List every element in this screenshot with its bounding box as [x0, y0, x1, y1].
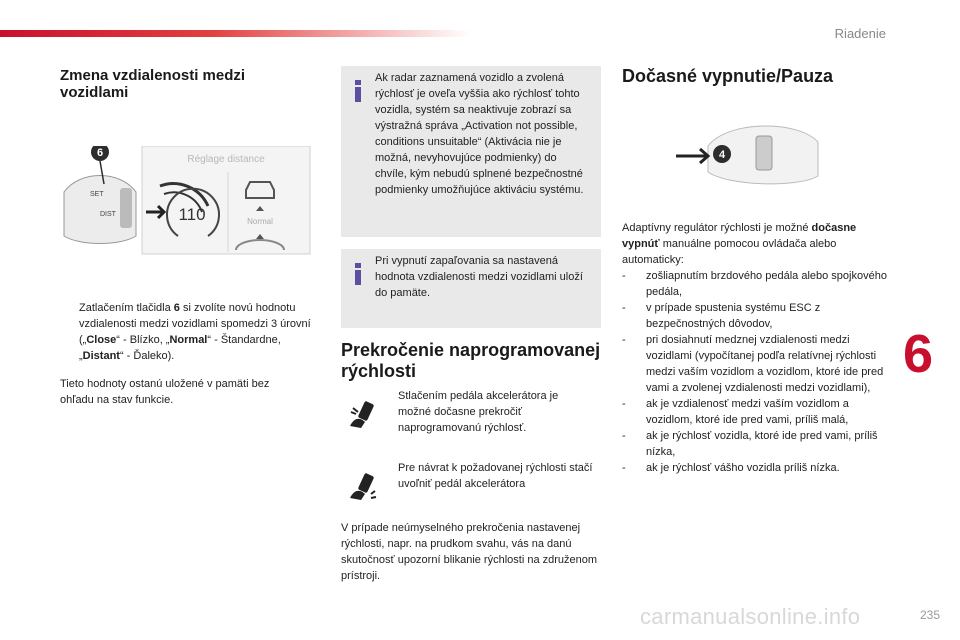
left-note: Tieto hodnoty ostanú uložené v pamäti bez ohľadu na stav funkcie. — [60, 378, 270, 406]
info-box-memory — [341, 249, 601, 328]
info-icon — [353, 263, 363, 285]
speed-readout: 110 — [178, 205, 206, 224]
pause-conditions-list — [622, 268, 890, 476]
middle-note: V prípade neúmyselného prekročenia nastavenej rýchlosti, napr. na prudkom svahu, vás na danú skutočnosť upozorní blikanie rýchlosti na združenom prístroji. — [341, 522, 598, 582]
distance-setting-illustration — [60, 146, 312, 256]
info-text-activation: Ak radar zaznamená vozidlo a zvolená rýchlosť je oveľa vyššia ako rýchlosť tohto vozidla, systém sa neaktivuje zobrazí sa výstražná správa „Activation not possible, conditions unsuitable“ (Aktivácia nie je možná, nevyhovujúce podmienky) do chvíle, kým nebudú splnené bezpečnostné podmienky umožňujúce aktiváciu systému. — [375, 72, 584, 196]
left-section-title: Zmena vzdialenosti medzi vozidlami — [60, 67, 246, 101]
pause-stalk-illustration — [668, 116, 858, 188]
left-instruction: Zatlačením tlačidla 6 si zvolíte novú hodnotu vzdialenosti medzi vozidlami spomedzi 3 úrovní („Close“ - Blízko, „Normal“ - Štandardne, „Distant“ - Ďaleko). — [79, 302, 311, 362]
list-item: - pri dosiahnutí medznej vzdialenosti medzi vozidlami (vypočítanej podľa relatívnej rýchlosti medzi vaším vozidlom a vozidlom, ktoré ide pred vami a zvolenej vzdialenosti medzi vozidlami), — [622, 334, 884, 394]
screen-title: Réglage distance — [187, 154, 265, 165]
watermark: carmanualsonline.info — [640, 604, 861, 629]
accelerator-pressed-icon — [347, 400, 377, 430]
release-text: Pre návrat k požadovanej rýchlosti stačí uvoľniť pedál akcelerátora — [398, 462, 593, 490]
right-intro: Adaptívny regulátor rýchlosti je možné dočasne vypnúť manuálne pomocou ovládača alebo automaticky: — [622, 222, 857, 266]
list-item: - v prípade spustenia systému ESC z bezpečnostných dôvodov, — [622, 302, 821, 330]
mode-label: Normal — [247, 217, 273, 226]
info-text-memory: Pri vypnutí zapaľovania sa nastavená hodnota vzdialenosti medzi vozidlami uloží do pamäte. — [375, 255, 583, 299]
stalk-label-dist: DIST — [100, 211, 116, 218]
section-title: Riadenie — [834, 26, 886, 41]
header-color-bar — [0, 30, 470, 37]
press-text: Stlačením pedála akcelerátora je možné dočasne prekročiť naprogramovanú rýchlosť. — [398, 390, 559, 434]
info-icon — [353, 80, 363, 102]
list-item: - ak je rýchlosť vášho vozidla príliš nízka. — [622, 462, 840, 474]
right-section-title: Dočasné vypnutie/Pauza — [622, 66, 834, 86]
stalk-label-set: SET — [90, 191, 104, 198]
accelerator-released-icon — [347, 472, 377, 502]
chapter-number: 6 — [903, 324, 934, 384]
list-item: - zošliapnutím brzdového pedála alebo spojkového pedála, — [622, 270, 887, 298]
list-item: - ak je rýchlosť vozidla, ktoré ide pred vami, príliš nízka, — [622, 430, 878, 458]
info-box-activation — [341, 66, 601, 237]
page-number: 235 — [919, 608, 940, 622]
callout-6: 6 — [96, 147, 104, 159]
middle-section-title: Prekročenie naprogramovanej rýchlosti — [341, 340, 601, 381]
callout-4: 4 — [718, 149, 726, 161]
list-item: - ak je vzdialenosť medzi vaším vozidlom a vozidlom, ktoré ide pred vami, príliš malá, — [622, 398, 849, 426]
